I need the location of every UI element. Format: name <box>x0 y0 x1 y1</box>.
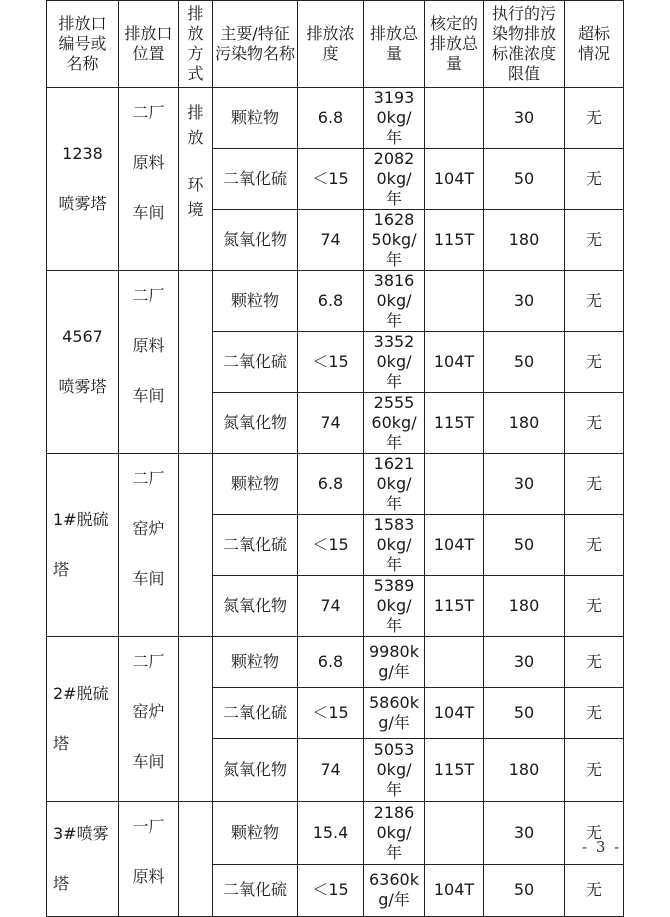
exceed-cell-text: 无 <box>585 291 602 310</box>
total-emission-cell-text: 53890kg/年 <box>373 576 415 635</box>
concentration-cell <box>298 637 364 688</box>
pollutant-cell-text: 二氧化硫 <box>222 352 287 371</box>
approved-total-cell <box>425 515 484 576</box>
outlet-name-line: 塔 <box>53 734 70 753</box>
exceed-cell <box>565 149 624 210</box>
exceed-cell-text: 无 <box>585 596 602 615</box>
limit-cell-text: 50 <box>513 880 535 900</box>
limit-cell <box>484 515 565 576</box>
total-emission-cell <box>364 454 425 515</box>
exceed-cell-text: 无 <box>585 413 602 432</box>
approved-total-cell <box>425 637 484 688</box>
exceed-cell-text: 无 <box>585 474 602 493</box>
concentration-cell-text: 74 <box>320 413 341 432</box>
exceed-cell <box>565 637 624 688</box>
pollutant-cell <box>213 454 298 515</box>
outlet-location-line: 二厂 <box>132 286 165 305</box>
pollutant-cell-text: 氮氧化物 <box>222 596 287 615</box>
total-emission-cell-text: 33520kg/年 <box>373 332 415 391</box>
total-emission-cell-text: 50530kg/年 <box>373 740 415 800</box>
pollutant-cell-text: 氮氧化物 <box>222 413 287 432</box>
exceed-cell <box>565 271 624 332</box>
total-emission-cell <box>364 688 425 739</box>
exceed-cell <box>565 332 624 393</box>
discharge-method-line: 境 <box>187 200 204 219</box>
total-emission-cell <box>364 393 425 454</box>
outlet-location-line: 原料 <box>132 867 165 886</box>
pollutant-cell-text: 颗粒物 <box>230 291 279 310</box>
outlet-name-line: 3#喷雾 <box>53 824 109 843</box>
pollutant-cell-text: 颗粒物 <box>230 822 279 842</box>
exceed-cell-text: 无 <box>585 652 602 672</box>
concentration-cell <box>298 210 364 271</box>
approved-total-cell <box>425 576 484 637</box>
total-emission-cell-text: 21860kg/年 <box>373 802 415 862</box>
pollutant-cell-text: 氮氧化物 <box>222 760 287 780</box>
table-row <box>47 271 624 332</box>
outlet-location-cell <box>119 271 179 454</box>
outlet-name-cell <box>47 454 119 637</box>
pollutant-cell-text: 颗粒物 <box>230 474 279 493</box>
limit-cell <box>484 864 565 916</box>
outlet-location-cell <box>119 454 179 637</box>
outlet-name-cell <box>47 271 119 454</box>
concentration-cell <box>298 739 364 802</box>
limit-cell-text: 30 <box>513 474 535 493</box>
outlet-name-line: 塔 <box>53 560 70 579</box>
exceed-cell <box>565 454 624 515</box>
outlet-location-line: 车间 <box>132 386 165 405</box>
approved-total-cell-text: 115T <box>433 760 475 780</box>
pollutant-cell-text: 颗粒物 <box>230 652 279 672</box>
limit-cell <box>484 88 565 149</box>
exceed-cell-text: 无 <box>585 230 602 249</box>
total-emission-cell <box>364 739 425 802</box>
header-limit: 执行的污染物排放标准浓度限值 <box>484 1 565 88</box>
concentration-cell-text: 15.4 <box>312 822 349 842</box>
approved-total-cell-text: 104T <box>433 880 475 900</box>
limit-cell-text: 50 <box>513 352 535 371</box>
pollutant-cell <box>213 332 298 393</box>
concentration-cell <box>298 454 364 515</box>
approved-total-cell-text: 104T <box>433 352 475 371</box>
limit-cell-text: 30 <box>513 822 535 842</box>
outlet-location-line: 车间 <box>132 203 165 222</box>
limit-cell <box>484 802 565 865</box>
pollutant-cell <box>213 515 298 576</box>
limit-cell-text: 180 <box>508 596 540 615</box>
header-outlet-name: 排放口编号或名称 <box>47 1 119 88</box>
discharge-method-line: 环 <box>187 175 204 194</box>
approved-total-cell <box>425 271 484 332</box>
pollutant-cell <box>213 802 298 865</box>
limit-cell <box>484 393 565 454</box>
approved-total-cell <box>425 739 484 802</box>
concentration-cell-text: ＜15 <box>312 169 349 188</box>
concentration-cell <box>298 332 364 393</box>
limit-cell <box>484 576 565 637</box>
total-emission-cell <box>364 802 425 865</box>
concentration-cell-text: 6.8 <box>317 652 344 672</box>
limit-cell-text: 30 <box>513 291 535 310</box>
total-emission-cell <box>364 210 425 271</box>
pollutant-cell <box>213 210 298 271</box>
limit-cell-text: 50 <box>513 703 535 723</box>
concentration-cell-text: 6.8 <box>317 108 344 127</box>
exceed-cell <box>565 688 624 739</box>
outlet-location-line: 原料 <box>132 153 165 172</box>
exceed-cell-text: 无 <box>585 108 602 127</box>
outlet-location-line: 窑炉 <box>132 519 165 538</box>
discharge-method-cell <box>179 271 213 454</box>
emissions-table <box>46 0 624 917</box>
page-number: - 3 - <box>582 838 622 856</box>
total-emission-cell-text: 38160kg/年 <box>373 271 415 330</box>
limit-cell <box>484 637 565 688</box>
approved-total-cell <box>425 688 484 739</box>
approved-total-cell <box>425 454 484 515</box>
limit-cell-text: 50 <box>513 535 535 554</box>
outlet-location-cell <box>119 802 179 917</box>
limit-cell <box>484 210 565 271</box>
exceed-cell <box>565 210 624 271</box>
concentration-cell <box>298 149 364 210</box>
header-approved-total: 核定的排放总量 <box>425 1 484 88</box>
approved-total-cell <box>425 802 484 865</box>
discharge-method-line: 排 <box>187 103 204 122</box>
outlet-name-line: 4567 <box>62 327 103 346</box>
outlet-location-line: 车间 <box>132 752 165 771</box>
limit-cell-text: 30 <box>513 652 535 672</box>
concentration-cell-text: ＜15 <box>312 880 349 900</box>
concentration-cell <box>298 515 364 576</box>
limit-cell-text: 50 <box>513 169 535 188</box>
limit-cell <box>484 739 565 802</box>
exceed-cell-text: 无 <box>585 169 602 188</box>
total-emission-cell-text: 15830kg/年 <box>373 515 415 574</box>
total-emission-cell-text: 20820kg/年 <box>373 149 415 208</box>
header-row <box>47 1 624 88</box>
exceed-cell-text: 无 <box>585 535 602 554</box>
total-emission-cell <box>364 271 425 332</box>
concentration-cell <box>298 271 364 332</box>
outlet-name-cell <box>47 802 119 917</box>
discharge-method-cell <box>179 637 213 802</box>
table-row <box>47 88 624 149</box>
pollutant-cell <box>213 864 298 916</box>
total-emission-cell-text: 9980kg/年 <box>369 642 419 682</box>
approved-total-cell-text: 104T <box>433 535 475 554</box>
pollutant-cell <box>213 688 298 739</box>
pollutant-cell-text: 颗粒物 <box>230 108 279 127</box>
concentration-cell-text: 74 <box>320 230 341 249</box>
approved-total-cell <box>425 332 484 393</box>
header-outlet-location: 排放口位置 <box>119 1 179 88</box>
concentration-cell-text: 74 <box>320 596 341 615</box>
total-emission-cell <box>364 576 425 637</box>
approved-total-cell <box>425 210 484 271</box>
limit-cell-text: 180 <box>508 413 540 432</box>
exceed-cell <box>565 576 624 637</box>
table-row <box>47 802 624 865</box>
exceed-cell <box>565 393 624 454</box>
header-concentration: 排放浓度 <box>298 1 364 88</box>
approved-total-cell-text: 115T <box>433 413 475 432</box>
concentration-cell <box>298 688 364 739</box>
total-emission-cell-text: 255560kg/年 <box>371 393 417 452</box>
pollutant-cell-text: 二氧化硫 <box>222 880 287 900</box>
approved-total-cell <box>425 149 484 210</box>
exceed-cell <box>565 739 624 802</box>
pollutant-cell <box>213 637 298 688</box>
pollutant-cell-text: 二氧化硫 <box>222 703 287 723</box>
approved-total-cell <box>425 864 484 916</box>
pollutant-cell <box>213 576 298 637</box>
concentration-cell <box>298 88 364 149</box>
total-emission-cell <box>364 515 425 576</box>
outlet-location-line: 二厂 <box>132 469 165 488</box>
outlet-name-line: 喷雾塔 <box>58 194 107 213</box>
concentration-cell <box>298 393 364 454</box>
exceed-cell-text: 无 <box>585 822 602 842</box>
approved-total-cell-text: 104T <box>433 703 475 723</box>
approved-total-cell-text: 115T <box>433 596 475 615</box>
total-emission-cell-text: 16210kg/年 <box>373 454 415 513</box>
approved-total-cell-text: 115T <box>433 230 475 249</box>
outlet-name-line: 1#脱硫 <box>53 510 109 529</box>
discharge-method-cell <box>179 88 213 271</box>
limit-cell <box>484 454 565 515</box>
limit-cell-text: 180 <box>508 760 540 780</box>
pollutant-cell <box>213 393 298 454</box>
header-total: 排放总量 <box>364 1 425 88</box>
concentration-cell <box>298 864 364 916</box>
total-emission-cell-text: 31930kg/年 <box>373 88 415 147</box>
pollutant-cell-text: 氮氧化物 <box>222 230 287 249</box>
header-discharge-method: 排放方式 <box>179 1 213 88</box>
table-row <box>47 454 624 515</box>
concentration-cell-text: 6.8 <box>317 474 344 493</box>
limit-cell <box>484 688 565 739</box>
outlet-name-cell <box>47 88 119 271</box>
table-row <box>47 637 624 688</box>
limit-cell-text: 180 <box>508 230 540 249</box>
header-exceed: 超标情况 <box>565 1 624 88</box>
exceed-cell-text: 无 <box>585 880 602 900</box>
exceed-cell-text: 无 <box>585 703 602 723</box>
outlet-name-line: 1238 <box>62 144 103 163</box>
header-pollutant: 主要/特征污染物名称 <box>213 1 298 88</box>
total-emission-cell <box>364 332 425 393</box>
discharge-method-cell <box>179 802 213 917</box>
pollutant-cell <box>213 88 298 149</box>
concentration-cell <box>298 576 364 637</box>
discharge-method-cell <box>179 454 213 637</box>
approved-total-cell <box>425 88 484 149</box>
total-emission-cell <box>364 637 425 688</box>
outlet-name-line: 塔 <box>53 874 70 893</box>
outlet-location-line: 二厂 <box>132 652 165 671</box>
outlet-location-line: 一厂 <box>132 817 165 836</box>
concentration-cell-text: ＜15 <box>312 703 349 723</box>
concentration-cell-text: ＜15 <box>312 352 349 371</box>
approved-total-cell <box>425 393 484 454</box>
limit-cell <box>484 271 565 332</box>
exceed-cell <box>565 88 624 149</box>
total-emission-cell-text: 6360kg/年 <box>369 870 419 910</box>
total-emission-cell <box>364 88 425 149</box>
outlet-location-line: 二厂 <box>132 103 165 122</box>
pollutant-cell <box>213 149 298 210</box>
exceed-cell <box>565 864 624 916</box>
outlet-location-cell <box>119 88 179 271</box>
pollutant-cell-text: 二氧化硫 <box>222 169 287 188</box>
total-emission-cell <box>364 864 425 916</box>
outlet-location-line: 窑炉 <box>132 702 165 721</box>
limit-cell-text: 30 <box>513 108 535 127</box>
exceed-cell-text: 无 <box>585 760 602 780</box>
total-emission-cell-text: 162850kg/年 <box>371 210 417 269</box>
concentration-cell-text: ＜15 <box>312 535 349 554</box>
outlet-name-line: 喷雾塔 <box>58 377 107 396</box>
outlet-name-line: 2#脱硫 <box>53 684 109 703</box>
exceed-cell <box>565 515 624 576</box>
outlet-name-cell <box>47 637 119 802</box>
outlet-location-line: 原料 <box>132 336 165 355</box>
concentration-cell-text: 74 <box>320 760 341 780</box>
concentration-cell-text: 6.8 <box>317 291 344 310</box>
table-body <box>47 88 624 917</box>
pollutant-cell <box>213 271 298 332</box>
total-emission-cell-text: 5860kg/年 <box>369 693 419 733</box>
outlet-location-line: 车间 <box>132 569 165 588</box>
total-emission-cell <box>364 149 425 210</box>
exceed-cell-text: 无 <box>585 352 602 371</box>
outlet-location-cell <box>119 637 179 802</box>
limit-cell <box>484 332 565 393</box>
concentration-cell <box>298 802 364 865</box>
discharge-method-line: 放 <box>187 128 204 147</box>
pollutant-cell <box>213 739 298 802</box>
limit-cell <box>484 149 565 210</box>
approved-total-cell-text: 104T <box>433 169 475 188</box>
pollutant-cell-text: 二氧化硫 <box>222 535 287 554</box>
